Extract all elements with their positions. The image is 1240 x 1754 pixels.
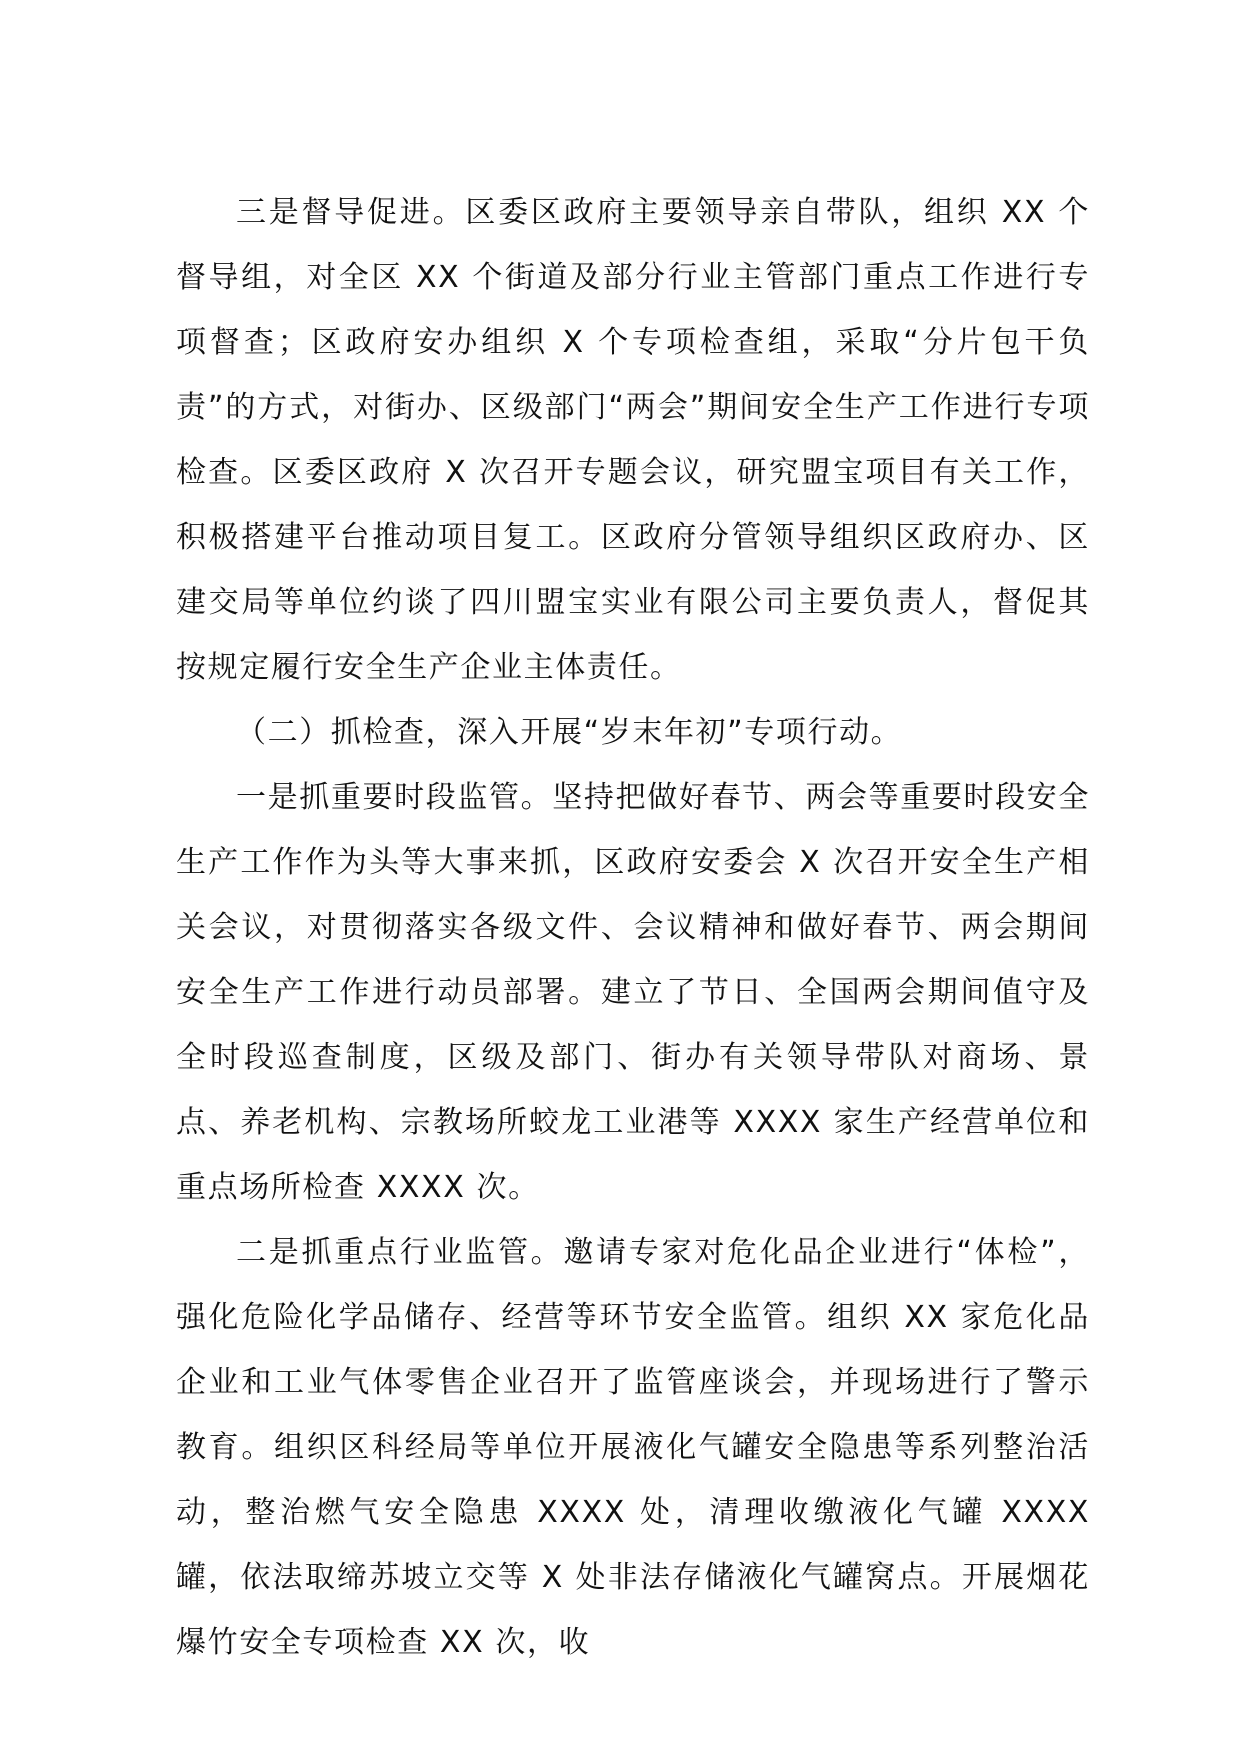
section-heading-inspection: （二）抓检查，深入开展“岁末年初”专项行动。 <box>236 715 903 750</box>
document-body <box>176 180 1090 1675</box>
paragraph-key-period-supervision: 一是抓重要时段监管。坚持把做好春节、两会等重要时段安全生产工作作为头等大事来抓，区政府安委会 X 次召开安全生产相关会议，对贯彻落实各级文件、会议精神和做好春节、两会期间安全生产工作进行动员部署。建立了节日、全国两会期间值守及全时段巡查制度，区级及部门、街办有关领导带队对商场、景点、养老机构、宗教场所蛟龙工业港等 XXXX 家生产经营单位和重点场所检查 XXXX 次。 <box>176 780 1090 1205</box>
paragraph-supervision: 三是督导促进。区委区政府主要领导亲自带队，组织 XX 个督导组，对全区 XX 个街道及部分行业主管部门重点工作进行专项督查；区政府安办组织 X 个专项检查组，采取“分片包干负责”的方式，对街办、区级部门“两会”期间安全生产工作进行专项检查。区委区政府 X 次召开专题会议，研究盟宝项目有关工作，积极搭建平台推动项目复工。区政府分管领导组织区政府办、区建交局等单位约谈了四川盟宝实业有限公司主要负责人，督促其按规定履行安全生产企业主体责任。 <box>176 195 1090 685</box>
paragraph-key-industry-supervision: 二是抓重点行业监管。邀请专家对危化品企业进行“体检”，强化危险化学品储存、经营等环节安全监管。组织 XX 家危化品企业和工业气体零售企业召开了监管座谈会，并现场进行了警示教育。组织区科经局等单位开展液化气罐安全隐患等系列整治活动，整治燃气安全隐患 XXXX 处，清理收缴液化气罐 XXXX 罐，依法取缔苏坡立交等 X 处非法存储液化气罐窝点。开展烟花爆竹安全专项检查 XX 次，收 <box>176 1235 1090 1660</box>
